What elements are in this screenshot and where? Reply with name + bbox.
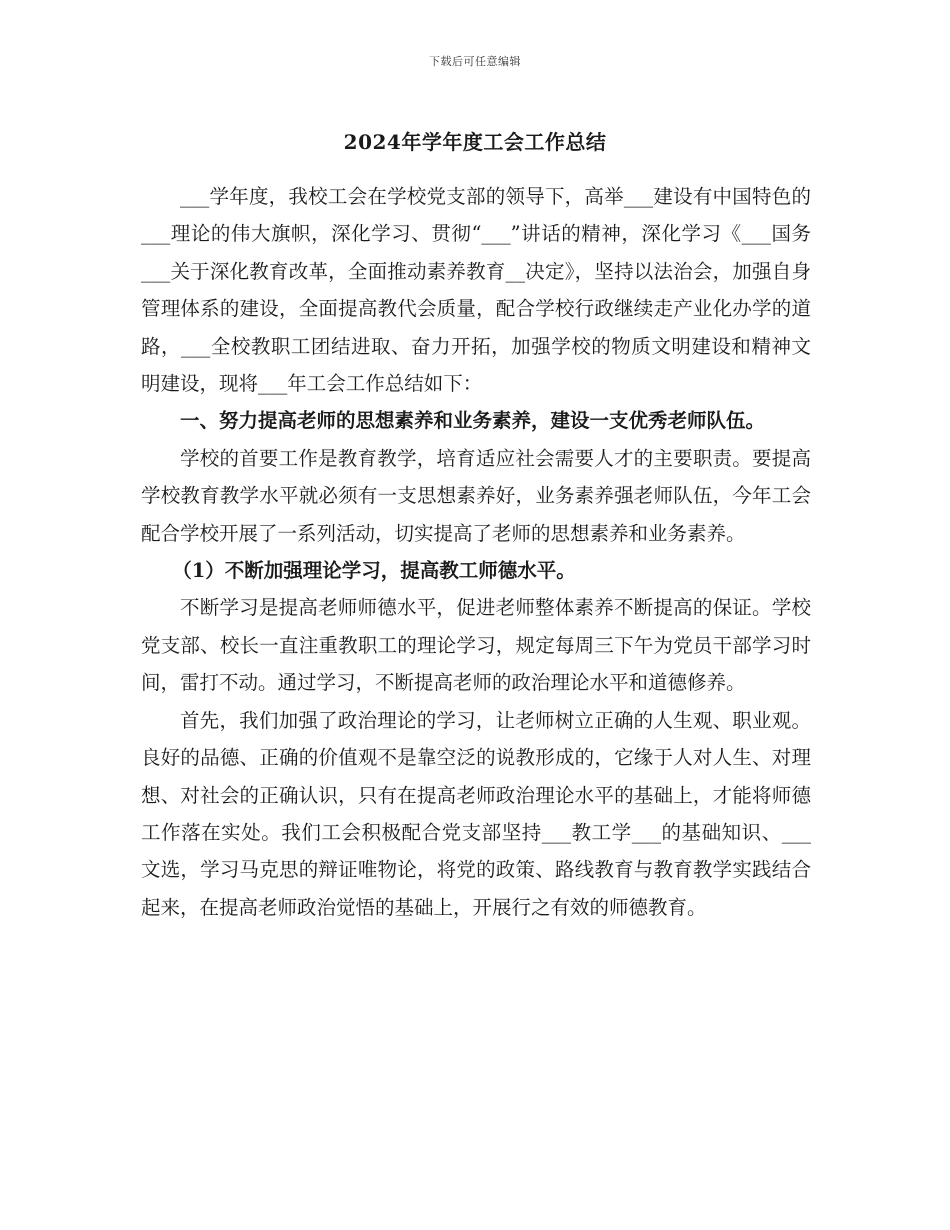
section-heading-1: 一、努力提高老师的思想素养和业务素养，建设一支优秀老师队伍。 <box>180 409 766 433</box>
document-title: 2024年学年度工会工作总结 <box>343 130 607 154</box>
document-body <box>141 178 811 926</box>
paragraph-first: 首先，我们加强了政治理论的学习，让老师树立正确的人生观、职业观。良好的品德、正确的价值观不是靠空泛的说教形成的，它缘于人对人生、对理想、对社会的正确认识，只有在提高老师政治理论水平的基础上，才能将师德工作落在实处。我们工会积极配合党支部坚持___教工学___的基础知识、___文选，学习马克思的辩证唯物论，将党的政策、路线教育与教育教学实践结合起来，在提高老师政治觉悟的基础上，开展行之有效的师德教育。 <box>141 708 811 919</box>
paragraph-intro: ___学年度，我校工会在学校党支部的领导下，高举___建设有中国特色的___理论的伟大旗帜，深化学习、贯彻“___”讲话的精神，深化学习《___国务___关于深化教育改革，全面推动素养教育__决定》，坚持以法治会，加强自身管理体系的建设，全面提高教代会质量，配合学校行政继续走产业化办学的道路，___全校教职工团结进取、奋力开拓，加强学校的物质文明建设和精神文明建设，现将___年工会工作总结如下： <box>141 185 811 396</box>
header-note: 下载后可任意编辑 <box>429 55 521 68</box>
paragraph-section-1: 学校的首要工作是教育教学，培育适应社会需要人才的主要职责。要提高学校教育教学水平就必须有一支思想素养好，业务素养强老师队伍，今年工会配合学校开展了一系列活动，切实提高了老师的思想素养和业务素养。 <box>141 446 811 545</box>
paragraph-sub-1: 不断学习是提高老师师德水平，促进老师整体素养不断提高的保证。学校党支部、校长一直注重教职工的理论学习，规定每周三下午为党员干部学习时间，雷打不动。通过学习，不断提高老师的政治理论水平和道德修养。 <box>141 596 811 695</box>
sub-heading-1: （1）不断加强理论学习，提高教工师德水平。 <box>172 559 576 583</box>
